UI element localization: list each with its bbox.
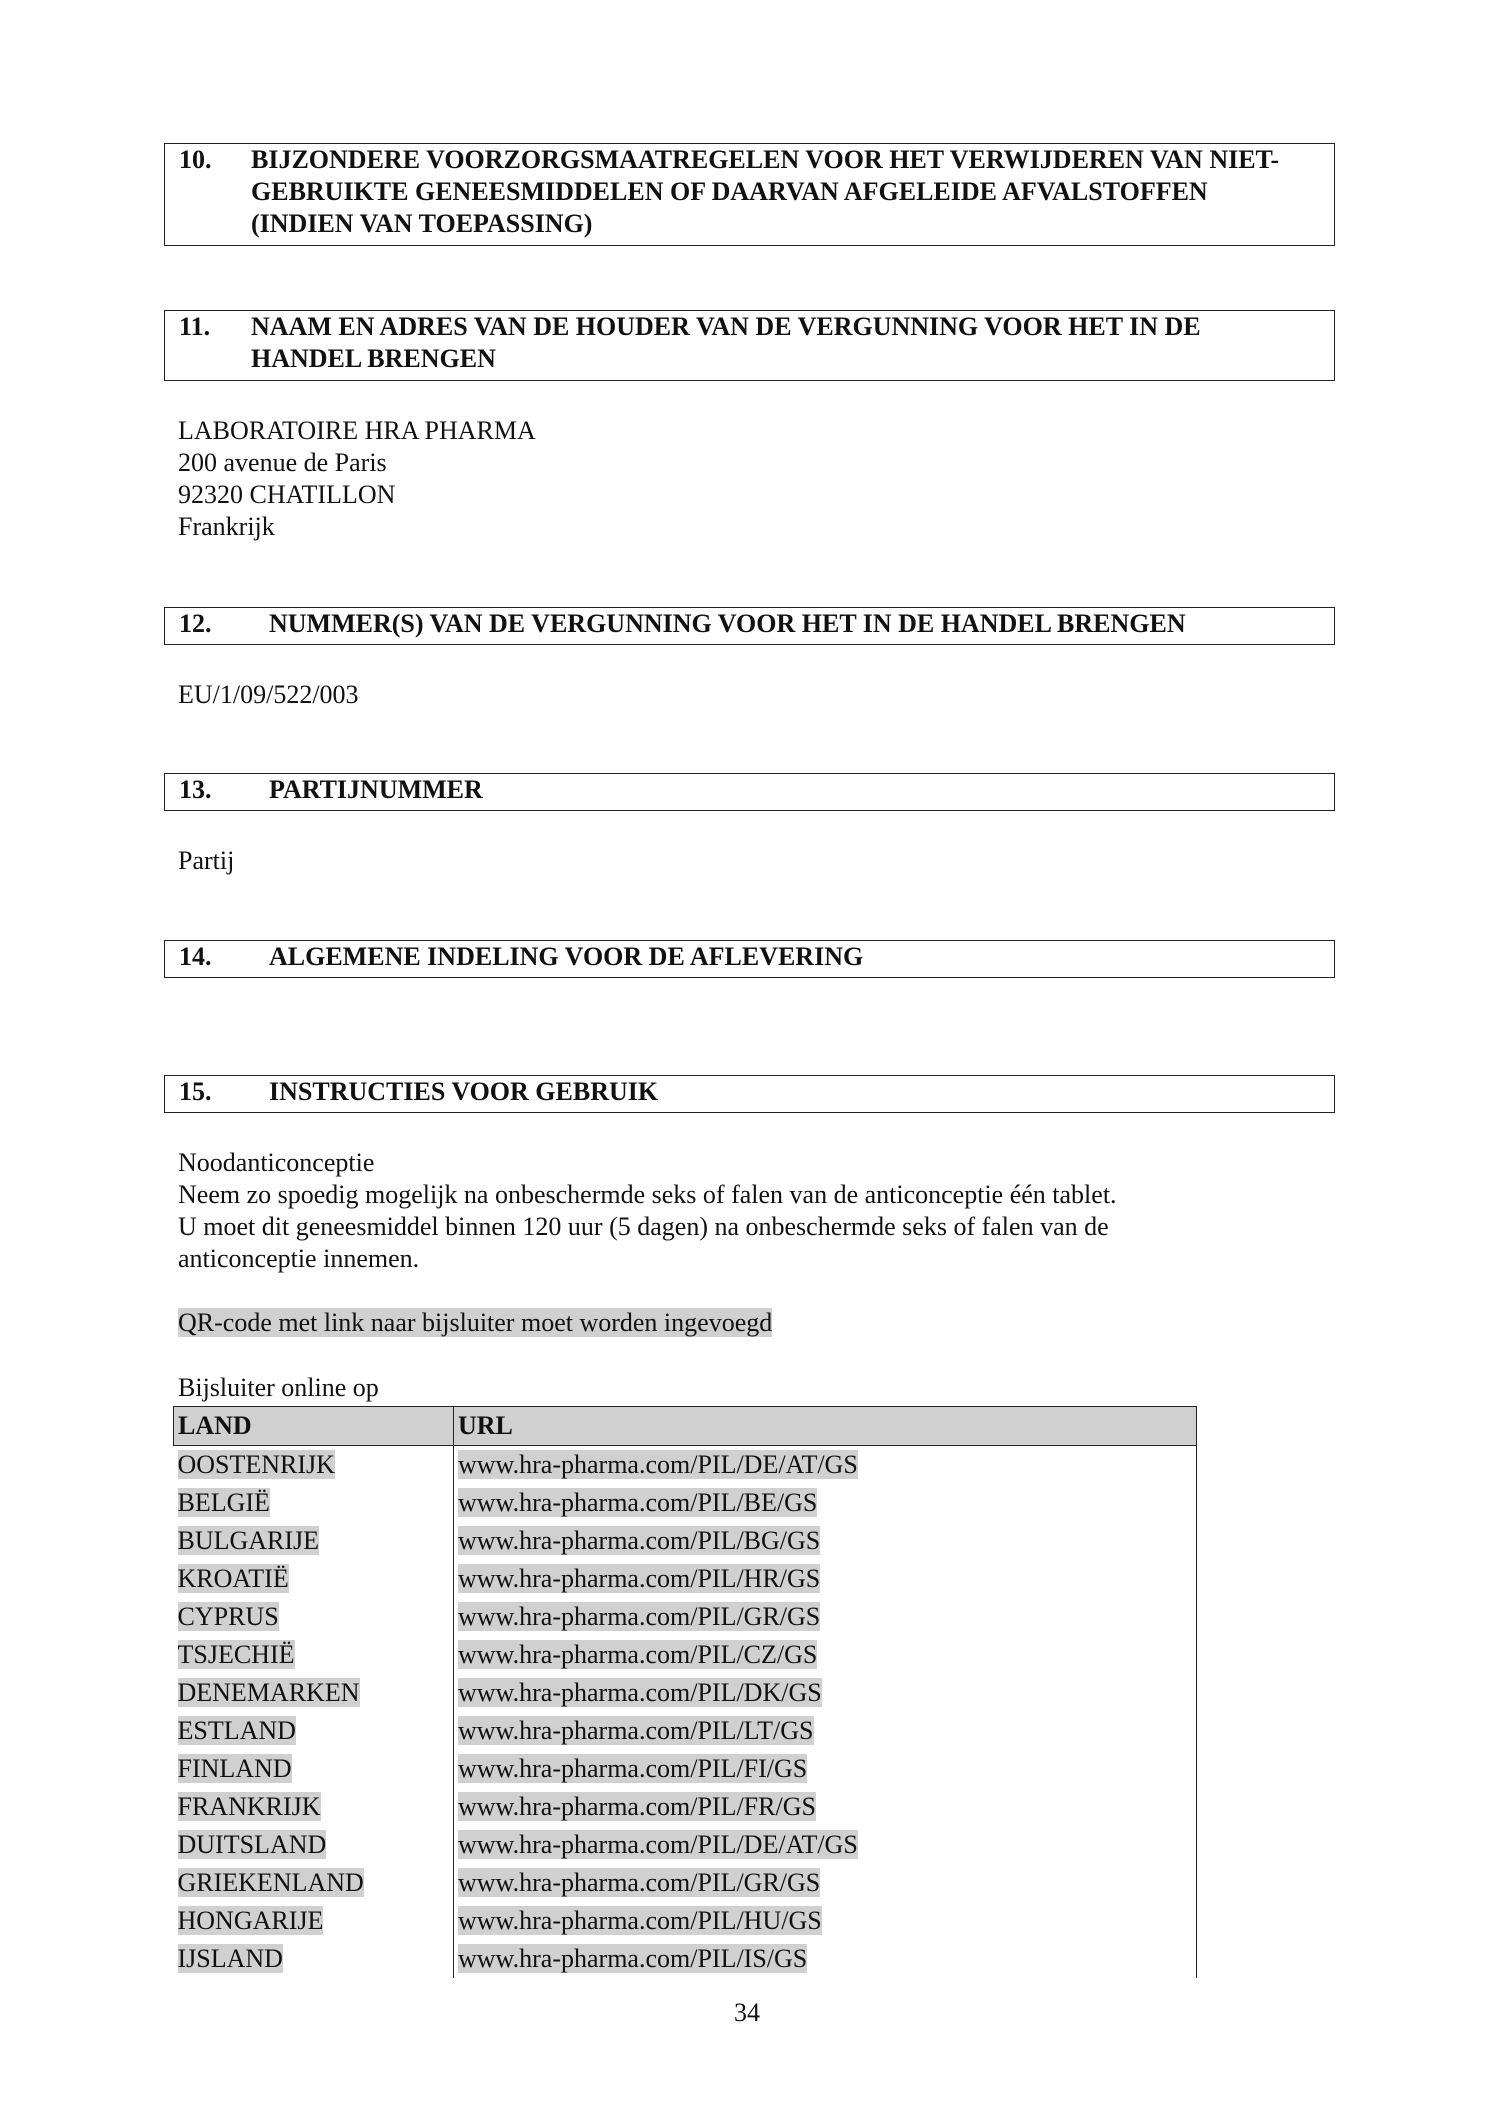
instructions-line-1: Noodanticonceptie	[178, 1148, 375, 1177]
country-name: FINLAND	[177, 1754, 292, 1783]
table-row	[174, 1674, 1197, 1712]
country-cell	[174, 1750, 454, 1788]
pil-url-link[interactable]: www.hra-pharma.com/PIL/CZ/GS	[458, 1640, 818, 1669]
pil-url-link[interactable]: www.hra-pharma.com/PIL/BE/GS	[458, 1488, 818, 1517]
section-title: NAAM EN ADRES VAN DE HOUDER VAN DE VERGUNNING VOOR HET IN DE HANDEL BRENGEN	[251, 312, 1201, 373]
pil-url-link[interactable]: www.hra-pharma.com/PIL/GR/GS	[458, 1868, 821, 1897]
table-row	[174, 1826, 1197, 1864]
url-cell	[454, 1522, 1197, 1560]
instructions-line-4: anticonceptie innemen.	[178, 1244, 420, 1273]
country-name: IJSLAND	[177, 1944, 283, 1973]
holder-street: 200 avenue de Paris	[178, 448, 387, 477]
pil-url-link[interactable]: www.hra-pharma.com/PIL/BG/GS	[458, 1526, 821, 1555]
country-cell	[174, 1636, 454, 1674]
pil-url-link[interactable]: www.hra-pharma.com/PIL/HU/GS	[458, 1906, 822, 1935]
table-row	[174, 1750, 1197, 1788]
table-header-row	[174, 1407, 1197, 1446]
holder-country: Frankrijk	[178, 512, 275, 541]
table-row	[174, 1636, 1197, 1674]
country-cell	[174, 1826, 454, 1864]
url-cell	[454, 1750, 1197, 1788]
url-cell	[454, 1940, 1197, 1978]
country-cell	[174, 1484, 454, 1522]
table-row	[174, 1598, 1197, 1636]
country-name: DUITSLAND	[177, 1830, 327, 1859]
table-body	[174, 1446, 1197, 1979]
section-title: ALGEMENE INDELING VOOR DE AFLEVERING	[269, 942, 864, 971]
batch-text: Partij	[178, 846, 235, 875]
country-cell	[174, 1522, 454, 1560]
section-title: NUMMER(S) VAN DE VERGUNNING VOOR HET IN DE HANDEL BRENGEN	[269, 609, 1186, 638]
country-cell	[174, 1674, 454, 1712]
url-cell	[454, 1674, 1197, 1712]
country-cell	[174, 1940, 454, 1978]
country-name: GRIEKENLAND	[177, 1868, 364, 1897]
section-number: 14.	[179, 942, 212, 971]
url-cell	[454, 1484, 1197, 1522]
section-15-heading	[164, 1075, 1335, 1113]
section-14-heading	[164, 940, 1335, 978]
section-12-heading	[164, 607, 1335, 645]
pil-url-table	[173, 1406, 1197, 1978]
pil-url-link[interactable]: www.hra-pharma.com/PIL/HR/GS	[458, 1564, 821, 1593]
country-cell	[174, 1560, 454, 1598]
url-cell	[454, 1636, 1197, 1674]
qr-note	[178, 1307, 772, 1339]
column-header-url: URL	[454, 1407, 1197, 1446]
table-row	[174, 1522, 1197, 1560]
online-label: Bijsluiter online op	[178, 1373, 379, 1402]
page-number: 34	[734, 1998, 760, 2027]
url-cell	[454, 1712, 1197, 1750]
qr-note-text: QR-code met link naar bijsluiter moet worden ingevoegd	[178, 1308, 773, 1337]
pil-url-link[interactable]: www.hra-pharma.com/PIL/DE/AT/GS	[458, 1450, 858, 1479]
country-cell	[174, 1864, 454, 1902]
section-10-heading	[164, 143, 1335, 246]
country-name: CYPRUS	[177, 1602, 279, 1631]
instructions-line-3: U moet dit geneesmiddel binnen 120 uur (5 dagen) na onbeschermde seks of falen van de	[178, 1212, 1109, 1241]
url-cell	[454, 1788, 1197, 1826]
country-cell	[174, 1598, 454, 1636]
table-row	[174, 1446, 1197, 1485]
url-cell	[454, 1560, 1197, 1598]
country-name: BULGARIJE	[177, 1526, 320, 1555]
instructions-line-2: Neem zo spoedig mogelijk na onbeschermde seks of falen van de anticonceptie één tablet.	[178, 1180, 1117, 1209]
country-name: TSJECHIË	[177, 1640, 295, 1669]
table-row	[174, 1484, 1197, 1522]
holder-city: 92320 CHATILLON	[178, 480, 396, 509]
country-name: BELGIË	[177, 1488, 270, 1517]
table-row	[174, 1864, 1197, 1902]
table-row	[174, 1712, 1197, 1750]
pil-url-link[interactable]: www.hra-pharma.com/PIL/FR/GS	[458, 1792, 816, 1821]
section-number: 11.	[179, 312, 211, 341]
table-row	[174, 1560, 1197, 1598]
url-cell	[454, 1826, 1197, 1864]
section-title: BIJZONDERE VOORZORGSMAATREGELEN VOOR HET VERWIJDEREN VAN NIET-GEBRUIKTE GENEESMIDDELEN OF DAARVAN AFGELEIDE AFVALSTOFFEN (INDIEN VAN TOEPASSING)	[251, 145, 1280, 238]
column-header-land: LAND	[174, 1407, 454, 1446]
pil-url-link[interactable]: www.hra-pharma.com/PIL/LT/GS	[458, 1716, 814, 1745]
country-name: KROATIË	[177, 1564, 289, 1593]
section-13-heading	[164, 773, 1335, 811]
country-cell	[174, 1902, 454, 1940]
country-cell	[174, 1788, 454, 1826]
country-cell	[174, 1712, 454, 1750]
section-number: 13.	[179, 775, 212, 804]
section-number: 15.	[179, 1077, 212, 1106]
table-row	[174, 1902, 1197, 1940]
pil-url-link[interactable]: www.hra-pharma.com/PIL/DK/GS	[458, 1678, 822, 1707]
pil-url-link[interactable]: www.hra-pharma.com/PIL/GR/GS	[458, 1602, 821, 1631]
pil-url-link[interactable]: www.hra-pharma.com/PIL/IS/GS	[458, 1944, 808, 1973]
country-cell	[174, 1446, 454, 1485]
url-cell	[454, 1902, 1197, 1940]
country-name: HONGARIJE	[177, 1906, 324, 1935]
license-number: EU/1/09/522/003	[178, 680, 359, 709]
section-title: INSTRUCTIES VOOR GEBRUIK	[269, 1077, 659, 1106]
holder-name: LABORATOIRE HRA PHARMA	[178, 416, 536, 445]
country-name: FRANKRIJK	[177, 1792, 321, 1821]
section-11-heading	[164, 310, 1335, 381]
country-name: DENEMARKEN	[177, 1678, 360, 1707]
country-name: OOSTENRIJK	[177, 1450, 335, 1479]
table-row	[174, 1940, 1197, 1978]
section-number: 10.	[179, 145, 212, 174]
section-number: 12.	[179, 609, 212, 638]
section-title: PARTIJNUMMER	[269, 775, 483, 804]
url-cell	[454, 1864, 1197, 1902]
table-row	[174, 1788, 1197, 1826]
url-cell	[454, 1446, 1197, 1485]
pil-url-link[interactable]: www.hra-pharma.com/PIL/FI/GS	[458, 1754, 808, 1783]
pil-url-link[interactable]: www.hra-pharma.com/PIL/DE/AT/GS	[458, 1830, 858, 1859]
url-cell	[454, 1598, 1197, 1636]
country-name: ESTLAND	[177, 1716, 296, 1745]
